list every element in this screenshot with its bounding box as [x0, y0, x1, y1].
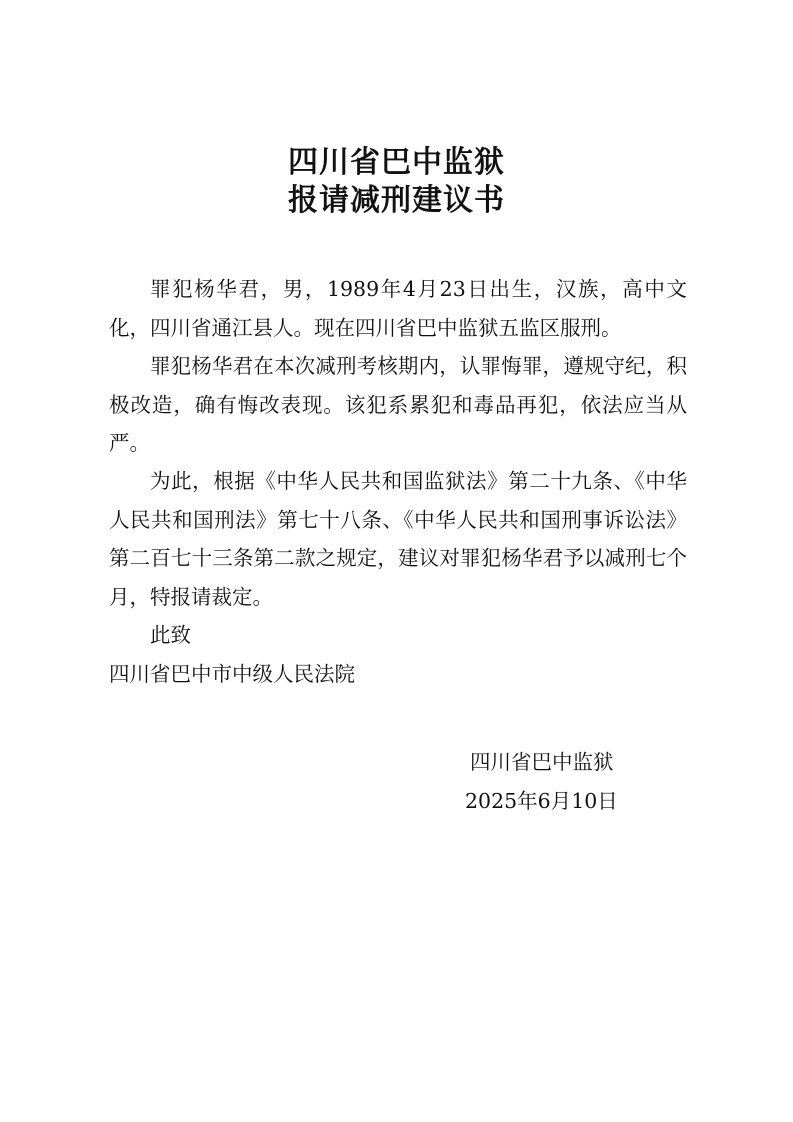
- paragraph-legal-basis: [109, 462, 687, 616]
- document-title-line-2: 报请减刑建议书: [288, 183, 505, 218]
- paragraph-performance: [109, 347, 687, 463]
- paragraph-personal-info: [109, 270, 687, 347]
- salutation: 此致: [150, 623, 191, 647]
- issuer-signature: 四川省巴中监狱: [470, 750, 614, 774]
- paragraph-text: 为此，根据《中华人民共和国监狱法》第二十九条、《中华人民共和国刑法》第七十八条、《中华人民共和国刑事诉讼法》第二百七十三条第二款之规定，建议对罪犯杨华君予以减刑七个月，特报请裁定。: [109, 469, 687, 609]
- issue-date: 2025年6月10日: [465, 789, 618, 813]
- document-title-line-1: 四川省巴中监狱: [288, 145, 505, 180]
- recipient-court: 四川省巴中市中级人民法院: [109, 662, 355, 686]
- paragraph-text: 罪犯杨华君在本次减刑考核期内，认罪悔罪，遵规守纪，积极改造，确有悔改表现。该犯系累犯和毒品再犯，依法应当从严。: [109, 354, 687, 455]
- paragraph-text: 罪犯杨华君，男，1989年4月23日出生，汉族，高中文化，四川省通江县人。现在四川省巴中监狱五监区服刑。: [109, 277, 687, 340]
